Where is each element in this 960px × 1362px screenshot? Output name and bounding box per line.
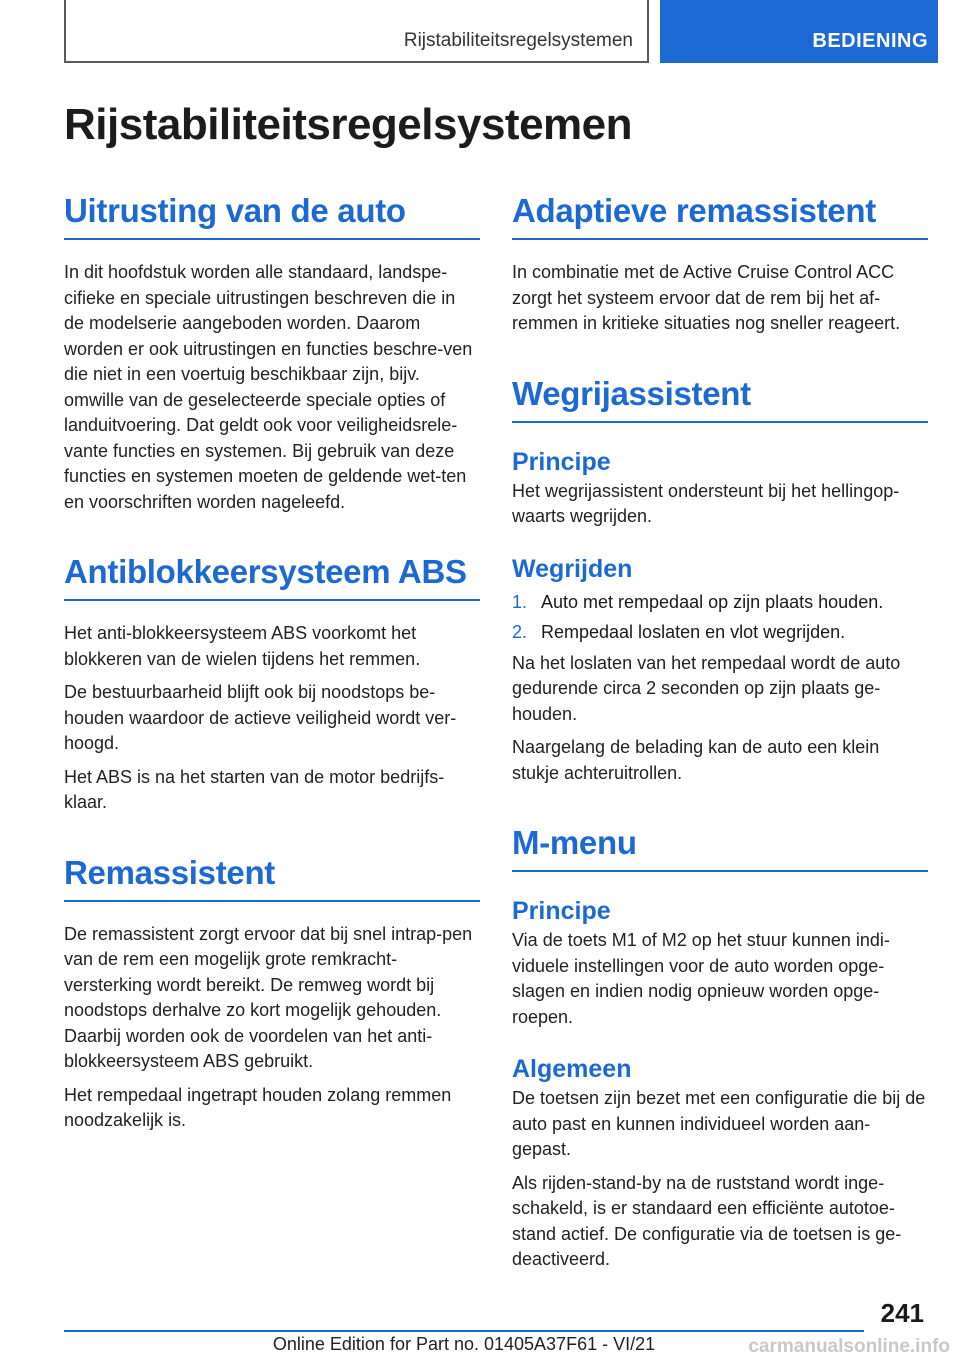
subheading-principe: Principe xyxy=(512,897,611,925)
subheading-wegrijden: Wegrijden xyxy=(512,554,633,583)
step-number: 1. xyxy=(512,591,528,612)
paragraph: Na het loslaten van het rempedaal wordt de auto gedurende circa 2 seconden op zijn plaats ge-houden. xyxy=(512,652,901,724)
section-heading-adaptieve-remassistent: Adaptieve remassistent xyxy=(512,188,928,240)
paragraph: In dit hoofdstuk worden alle standaard, landspe-cifieke en speciale uitrustingen beschreven die in de modelserie aangeboden worden. Daarom worden er ook uitrustingen en functies beschre-ven die niet in een voertuig beschikbaar zijn, bijv. omwille van de geselecteerde speciale opties of landuitvoering. Dat geldt ook voor veiligheidsrele-vante functies en systemen. Bij gebruik van deze functies en systemen moeten de geldende wet-ten en voorschriften worden nageleefd. xyxy=(64,262,473,512)
step-text: Rempedaal loslaten en vlot wegrijden. xyxy=(541,622,846,642)
footer-divider xyxy=(64,1330,864,1332)
paragraph: Naargelang de belading kan de auto een klein stukje achteruitrollen. xyxy=(512,737,880,783)
right-column xyxy=(512,188,928,1273)
section-heading-wegrijassistent: Wegrijassistent xyxy=(512,371,928,423)
section-heading-abs: Antiblokkeersysteem ABS xyxy=(64,549,480,601)
running-header xyxy=(64,0,649,63)
section-heading-uitrusting: Uitrusting van de auto xyxy=(64,188,480,240)
list-item xyxy=(512,590,928,616)
paragraph: Als rijden-stand-by na de ruststand wordt inge-schakeld, is er standaard een efficiënte autotoe-stand actief. De configuratie via de toetsen is ge-deactiveerd. xyxy=(512,1172,902,1269)
page-title: Rijstabiliteitsregelsystemen xyxy=(64,100,633,149)
list-item xyxy=(512,620,928,646)
paragraph: De remassistent zorgt ervoor dat bij snel intrap-pen van de rem een mogelijk grote remkracht-versterking wordt bereikt. De remweg wordt bij noodstops derhalve zo kort mogelijk gehouden. Daarbij worden ook de voordelen van het anti-blokkeersysteem ABS gebruikt. xyxy=(64,923,473,1071)
paragraph: Het rempedaal ingetrapt houden zolang remmen noodzakelijk is. xyxy=(64,1084,452,1130)
subheading-principe: Principe xyxy=(512,447,611,476)
running-header-title: Rijstabiliteitsregelsystemen xyxy=(403,30,633,51)
edition-footer: Online Edition for Part no. 01405A37F61 - VI/21 xyxy=(272,1334,656,1354)
section-tab xyxy=(660,0,938,63)
step-number: 2. xyxy=(512,622,528,642)
paragraph: Het anti-blokkeersysteem ABS voorkomt het blokkeren van de wielen tijdens het remmen. xyxy=(64,623,421,669)
paragraph: Het ABS is na het starten van de motor bedrijfs-klaar. xyxy=(64,766,445,812)
steps-list xyxy=(512,590,928,646)
section-tab-label: BEDIENING xyxy=(812,30,928,52)
page-number: 241 xyxy=(880,1298,924,1328)
left-column xyxy=(64,188,480,1134)
paragraph: De bestuurbaarheid blijft ook bij noodstops be-houden waardoor de actieve veiligheid wordt ver-hoogd. xyxy=(64,682,457,753)
subheading-algemeen: Algemeen xyxy=(512,1055,632,1083)
section-heading-remassistent: Remassistent xyxy=(64,850,480,902)
paragraph: Via de toets M1 of M2 op het stuur kunnen indi-viduele instellingen voor de auto worden opge-slagen en indien nodig opnieuw worden opge-roepen. xyxy=(512,930,890,1027)
paragraph: Het wegrijassistent ondersteunt bij het hellingop-waarts wegrijden. xyxy=(512,480,900,526)
paragraph: De toetsen zijn bezet met een configuratie die bij de auto past en kunnen individueel worden aan-gepast. xyxy=(512,1088,926,1159)
section-heading-m-menu: M-menu xyxy=(512,820,928,872)
step-text: Auto met rempedaal op zijn plaats houden. xyxy=(541,591,884,612)
watermark: carmanualsonline.info xyxy=(748,1336,950,1357)
paragraph: In combinatie met de Active Cruise Control ACC zorgt het systeem ervoor dat de rem bij het af-remmen in kritieke situaties nog sneller reageert. xyxy=(512,262,901,333)
